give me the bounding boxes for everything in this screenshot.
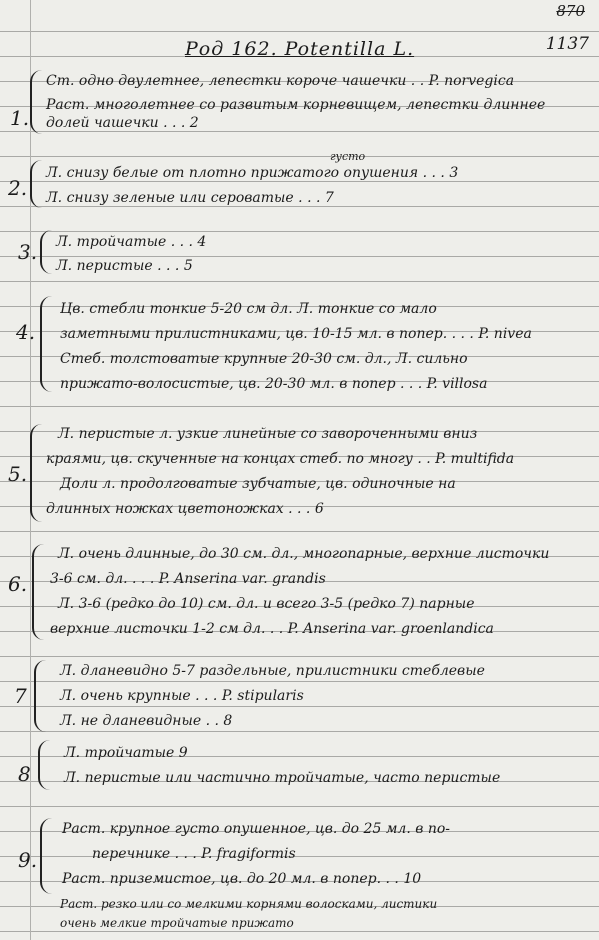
- section-9-line-1: Раст. крупное густо опушенное, цв. до 25 мл. в по-: [62, 821, 451, 837]
- section-6-line-2: 3-6 см. дл. . . . P. Anserina var. grandis: [50, 571, 326, 587]
- section-4-number: 4.: [16, 320, 36, 344]
- section-8-line-2: Л. перистые или частично тройчатые, часто перистые: [64, 770, 501, 786]
- section-5-number: 5.: [8, 462, 28, 486]
- footer-line-2: очень мелкие тройчатые прижато: [60, 916, 294, 930]
- section-7-line-3: Л. не дланевидные . . 8: [60, 713, 233, 729]
- sheet-number: 1137: [545, 34, 589, 54]
- section-2-number: 2.: [8, 176, 28, 200]
- section-5-brace: [30, 424, 42, 522]
- section-4-line-3: Стеб. толстоватые крупные 20-30 см. дл., Л. сильно: [60, 351, 468, 367]
- footer-line-1: Раст. резко или со мелкими корнями волосками, листики: [60, 897, 438, 911]
- section-8-line-1: Л. тройчатые 9: [64, 745, 188, 761]
- section-4-brace: [40, 296, 52, 392]
- section-2-line-1: Л. снизу белые от плотно прижатого опушения . . . 3: [46, 165, 459, 181]
- section-6-line-3: Л. 3-6 (редко до 10) см. дл. и всего 3-5 (редко 7) парные: [58, 596, 475, 612]
- section-9-line-2: перечнике . . . P. fragiformis: [92, 846, 296, 862]
- section-9-line-3: Раст. приземистое, цв. до 20 мл. в попер. . . 10: [62, 871, 422, 887]
- section-3-number: 3.: [18, 240, 38, 264]
- section-7-number: 7: [14, 684, 27, 708]
- section-1-line-2: Раст. многолетнее со развитым корневищем, лепестки длиннее долей чашечки . . . 2: [46, 97, 546, 131]
- section-2-brace: [30, 160, 42, 208]
- section-9-brace: [40, 818, 52, 894]
- section-3-line-2: Л. перистые . . . 5: [56, 258, 193, 274]
- section-7-line-1: Л. дланевидно 5-7 раздельные, прилистники стеблевые: [60, 663, 485, 679]
- section-5-line-3: Доли л. продолговатые зубчатые, цв. одиночные на: [60, 476, 456, 492]
- section-4-line-4: прижато-волосистые, цв. 20-30 мл. в попер . . . P. villosa: [60, 376, 488, 392]
- section-1-brace: [30, 70, 42, 134]
- section-9-number: 9.: [18, 848, 38, 872]
- section-7-brace: [34, 660, 46, 732]
- section-2-line-2: Л. снизу зеленые или сероватые . . . 7: [46, 190, 334, 206]
- page-title: Род 162. Potentilla L.: [185, 38, 415, 60]
- section-6-line-1: Л. очень длинные, до 30 см. дл., многопарные, верхние листочки: [58, 546, 550, 562]
- section-1-line-1: Ст. одно двулетнее, лепестки короче чашечки . . P. norvegica: [46, 73, 515, 89]
- inserted-word: густо: [330, 150, 366, 163]
- folio-number: 870: [556, 2, 585, 20]
- section-6-brace: [32, 544, 44, 640]
- section-7-line-2: Л. очень крупные . . . P. stipularis: [60, 688, 304, 704]
- section-5-line-1: Л. перистые л. узкие линейные со завороченными вниз: [58, 426, 478, 442]
- section-8-number: 8: [18, 762, 31, 786]
- section-8-brace: [38, 740, 50, 790]
- section-4-line-1: Цв. стебли тонкие 5-20 см дл. Л. тонкие со мало: [60, 301, 437, 317]
- section-6-line-4: верхние листочки 1-2 см дл. . . P. Anserina var. groenlandica: [50, 621, 494, 637]
- section-4-line-2: заметными прилистниками, цв. 10-15 мл. в попер. . . . P. nivea: [60, 326, 532, 342]
- section-3-line-1: Л. тройчатые . . . 4: [56, 234, 207, 250]
- section-5-line-2: краями, цв. скученные на концах стеб. по многу . . P. multifida: [46, 451, 515, 467]
- section-6-number: 6.: [8, 572, 28, 596]
- section-1-number: 1.: [10, 106, 30, 130]
- section-3-brace: [40, 230, 52, 274]
- section-5-line-4: длинных ножках цветоножках . . . 6: [46, 501, 324, 517]
